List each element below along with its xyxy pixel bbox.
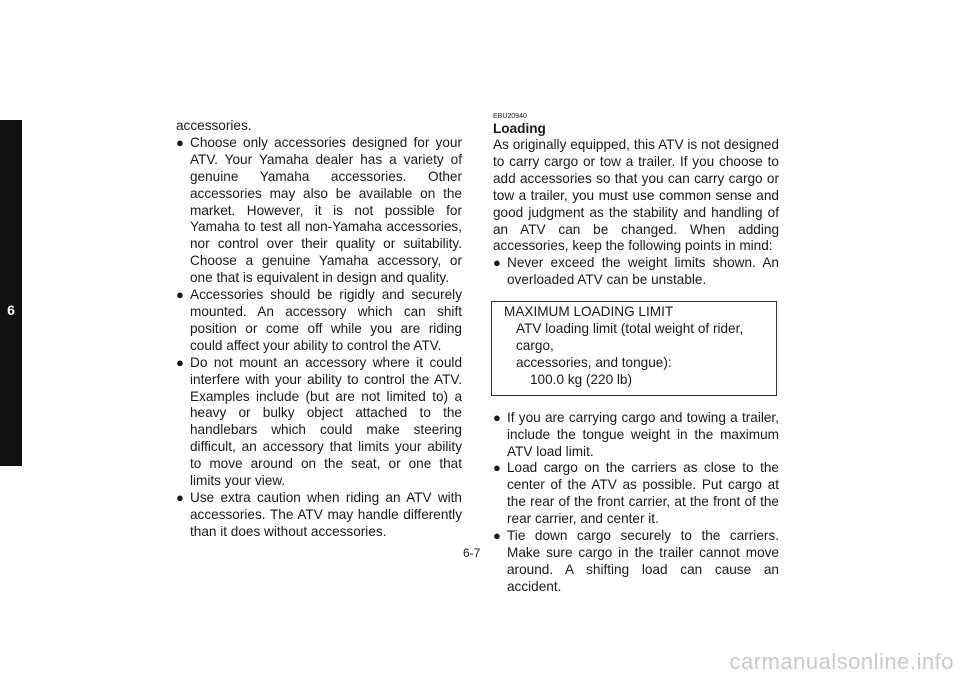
- bullet-icon: ●: [176, 287, 184, 303]
- box-line-2: accessories, and tongue):: [516, 354, 672, 370]
- bullet-icon: ●: [493, 528, 501, 544]
- list-item: ● Use extra caution when riding an ATV with accessories. The ATV may handle differently than it does without accessories.: [176, 489, 462, 539]
- box-value: 100.0 kg (220 lb): [530, 371, 633, 387]
- accessories-bullet-list: [176, 135, 462, 541]
- right-column: [493, 113, 779, 596]
- loading-limit-box: [491, 301, 777, 396]
- list-item: ● Choose only accessories designed for your ATV. Your Yamaha dealer has a variety of genuine Yamaha accessories. Other accessories may also be available on the market. However, it is not possible for Yamaha to test all non-Yamaha accessories, nor control over their quality or suitability. Choose a genuine Yamaha accessory, or one that is equivalent in design and quality.: [176, 134, 462, 286]
- box-line-1: ATV loading limit (total weight of rider, cargo,: [516, 321, 744, 353]
- list-item: ● Accessories should be rigidly and securely mounted. An accessory which can shift position or come off while you are riding could affect your ability to control the ATV.: [176, 287, 462, 353]
- intro-text: accessories.: [176, 118, 252, 133]
- loading-bullet-list-bottom: [493, 410, 779, 596]
- loading-bullet-list-top: [493, 255, 779, 289]
- left-column: [176, 118, 462, 541]
- loading-paragraph: As originally equipped, this ATV is not designed to carry cargo or tow a trailer. If you choose to add accessories so that you can carry cargo or tow a trailer, you must use common sense and good judgment as the stability and handling of an ATV can be changed. When adding accessories, keep the following points in mind:: [493, 137, 779, 254]
- list-item: ● If you are carrying cargo and towing a trailer, include the tongue weight in the maximum ATV load limit.: [493, 409, 779, 459]
- list-item: ● Load cargo on the carriers as close to the center of the ATV as possible. Put cargo at the rear of the front carrier, at the front of the rear carrier, and center it.: [493, 460, 779, 527]
- section-heading: Loading: [493, 121, 546, 136]
- bullet-icon: ●: [493, 409, 501, 425]
- page-number: 6-7: [463, 546, 481, 560]
- section-tab: 6: [0, 120, 22, 466]
- section-code: EBU20940: [493, 113, 527, 120]
- list-item: ● Never exceed the weight limits shown. An overloaded ATV can be unstable.: [493, 255, 779, 288]
- box-title: MAXIMUM LOADING LIMIT: [504, 304, 674, 320]
- bullet-icon: ●: [176, 134, 184, 150]
- bullet-icon: ●: [493, 255, 501, 271]
- bullet-icon: ●: [176, 489, 184, 505]
- list-item: ● Tie down cargo securely to the carriers. Make sure cargo in the trailer cannot move around. A shifting load can cause an accident.: [493, 528, 779, 594]
- watermark: carmanualsonline.info: [729, 649, 954, 674]
- list-item: ● Do not mount an accessory where it could interfere with your ability to control the ATV. Examples include (but are not limited to) a heavy or bulky object attached to the handlebars which could make steering difficult, an accessory that limits your ability to move around on the seat, or one that limits your view.: [176, 354, 462, 489]
- bullet-icon: ●: [493, 460, 501, 476]
- bullet-icon: ●: [176, 354, 184, 370]
